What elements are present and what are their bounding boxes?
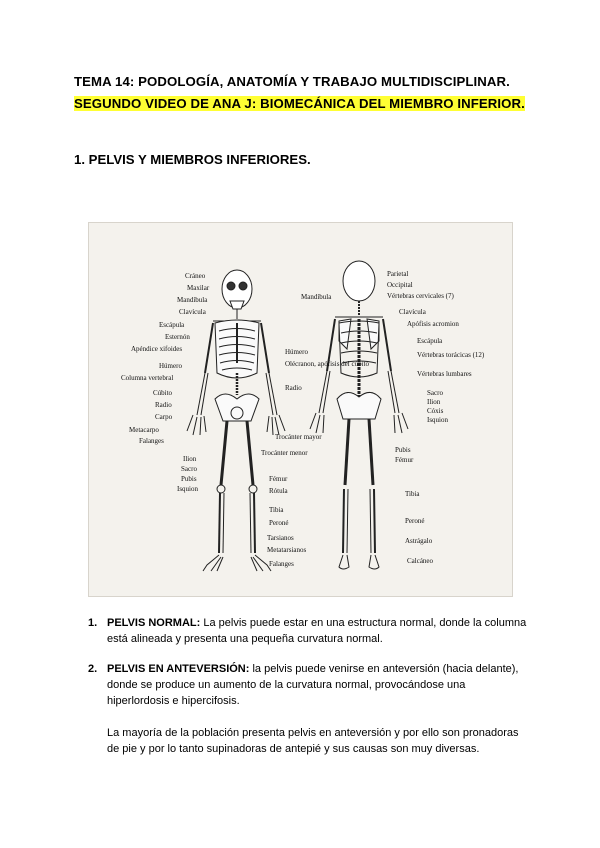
label-coxis: Cóxis bbox=[427, 407, 444, 415]
front-labels bbox=[121, 272, 210, 493]
label-perone-front: Peroné bbox=[269, 519, 289, 527]
label-apendice: Apéndice xifoides bbox=[131, 345, 183, 353]
label-carpo: Carpo bbox=[155, 413, 173, 421]
list-number: 2. bbox=[88, 663, 98, 675]
label-mandibula: Mandíbula bbox=[177, 296, 208, 304]
label-rotula: Rótula bbox=[269, 487, 288, 495]
page-title bbox=[74, 71, 534, 115]
label-clavicula-back: Clavícula bbox=[399, 308, 426, 316]
list-term: PELVIS NORMAL: bbox=[107, 617, 201, 629]
title-highlight: SEGUNDO VIDEO DE ANA J: BIOMECÁNICA DEL MIEMBRO INFERIOR. bbox=[74, 96, 525, 111]
list-text: la pelvis puede venirse en anteversión (hacia delante), donde se produce un aumento de la curvatura normal, provocándose una hiperlordosis e hipercifosis. bbox=[107, 663, 519, 707]
label-perone-back: Peroné bbox=[405, 517, 425, 525]
label-femur-front: Fémur bbox=[269, 475, 288, 483]
label-craneo: Cráneo bbox=[185, 272, 206, 280]
label-calcaneo: Calcáneo bbox=[407, 557, 434, 565]
list-extra-paragraph: La mayoría de la población presenta pelvis en anteversión y por ello son pronadoras de pie y por lo tanto supinadoras de antepié y sus causas son muy diversas. bbox=[107, 727, 519, 755]
list-item bbox=[88, 615, 528, 647]
label-metacarpo: Metacarpo bbox=[129, 426, 159, 434]
skeleton-illustration bbox=[89, 223, 512, 596]
label-tibia-front: Tibia bbox=[269, 506, 284, 514]
label-toracicas: Vértebras torácicas (12) bbox=[417, 351, 485, 359]
label-maxilar: Maxilar bbox=[187, 284, 210, 292]
section-heading: 1. PELVIS Y MIEMBROS INFERIORES. bbox=[74, 152, 311, 167]
label-olecranon: Olécranon, apófisis del cúbito bbox=[285, 360, 369, 368]
label-humero-back: Húmero bbox=[285, 348, 308, 356]
back-labels bbox=[301, 270, 485, 565]
label-columna: Columna vertebral bbox=[121, 374, 174, 382]
label-cubito: Cúbito bbox=[153, 389, 173, 397]
list-item bbox=[88, 661, 528, 757]
title-plain: TEMA 14: PODOLOGÍA, ANATOMÍA Y TRABAJO MULTIDISCIPLINAR. bbox=[74, 74, 510, 89]
label-occipital: Occipital bbox=[387, 281, 413, 289]
label-trocanter-mayor: Trocánter mayor bbox=[275, 433, 322, 441]
label-falanges: Falanges bbox=[139, 437, 164, 445]
label-vertebras-cervicales: Vértebras cervicales (7) bbox=[387, 292, 454, 300]
label-femur-back: Fémur bbox=[395, 456, 414, 464]
label-falanges-pie: Falanges bbox=[269, 560, 294, 568]
label-isquion: Isquion bbox=[177, 485, 198, 493]
label-radio-back: Radio bbox=[285, 384, 302, 392]
label-radio: Radio bbox=[155, 401, 172, 409]
label-ilion: Ilion bbox=[183, 455, 197, 463]
label-metatarsianos: Metatarsianos bbox=[267, 546, 307, 554]
label-esternon: Esternón bbox=[165, 333, 190, 341]
label-escapula: Escápula bbox=[159, 321, 185, 329]
label-pubis-back: Pubis bbox=[395, 446, 411, 454]
label-mandibula-back: Mandíbula bbox=[301, 293, 332, 301]
label-tibia-back: Tibia bbox=[405, 490, 420, 498]
list-text: La pelvis puede estar en una estructura normal, donde la columna está alineada y presenta una pequeña curvatura normal. bbox=[107, 617, 527, 645]
label-sacro-back: Sacro bbox=[427, 389, 443, 397]
label-escapula-back: Escápula bbox=[417, 337, 443, 345]
list-number: 1. bbox=[88, 617, 98, 629]
skeleton-figure bbox=[88, 222, 513, 597]
label-clavicula: Clavícula bbox=[179, 308, 206, 316]
label-tarsianos: Tarsianos bbox=[267, 534, 294, 542]
label-sacro: Sacro bbox=[181, 465, 197, 473]
pelvis-types-list bbox=[88, 615, 528, 771]
middle-labels bbox=[261, 348, 369, 568]
back-skeleton bbox=[310, 261, 408, 569]
label-ilion-back: Ilion bbox=[427, 398, 441, 406]
label-isquion-back: Isquion bbox=[427, 416, 448, 424]
label-humero: Húmero bbox=[159, 362, 182, 370]
label-trocanter-menor: Trocánter menor bbox=[261, 449, 308, 457]
label-parietal: Parietal bbox=[387, 270, 409, 278]
list-term: PELVIS EN ANTEVERSIÓN: bbox=[107, 663, 250, 675]
label-pubis: Pubis bbox=[181, 475, 197, 483]
label-astragalo: Astrágalo bbox=[405, 537, 433, 545]
label-acromion: Apófisis acromion bbox=[407, 320, 459, 328]
label-lumbares: Vértebras lumbares bbox=[417, 370, 472, 378]
